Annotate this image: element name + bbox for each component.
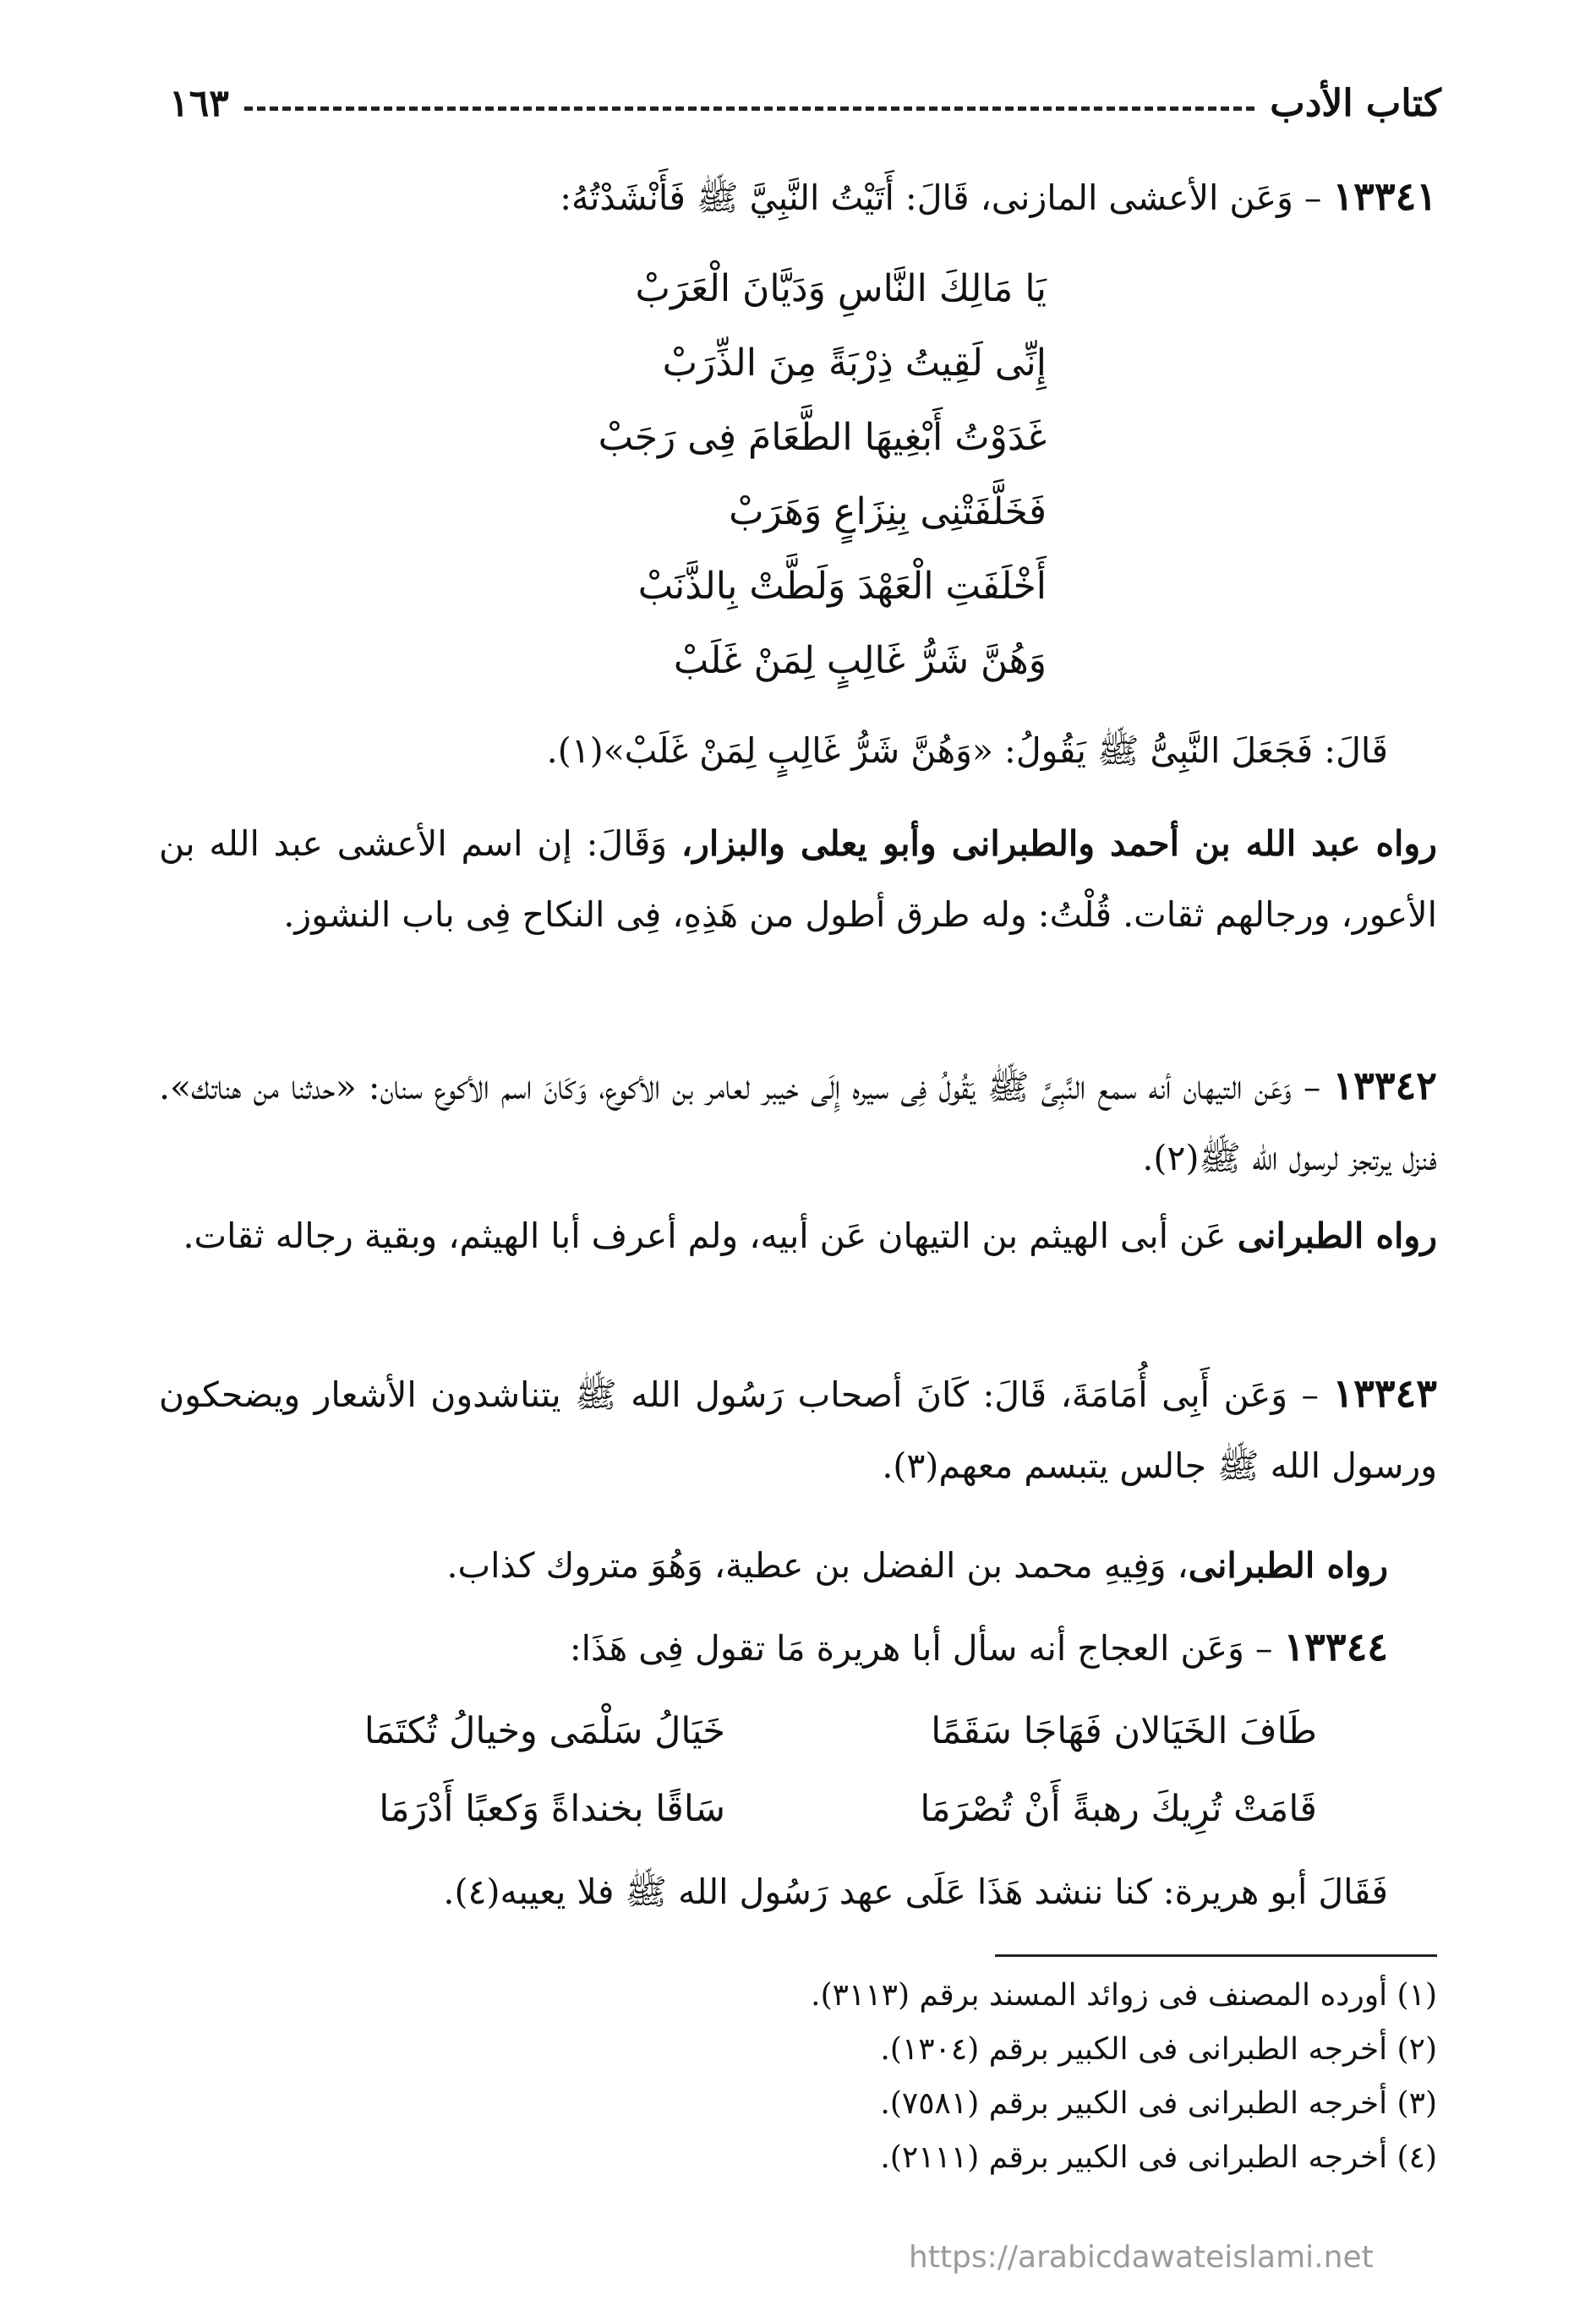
footnote: (٣) أخرجه الطبرانى فى الكبير برقم (٧٥٨١). [880, 2086, 1437, 2121]
hadith-13341-qala: قَالَ: فَجَعَلَ النَّبِىُّ ﷺ يَقُولُ: «وَهُنَّ شَرُّ غَالِبٍ لِمَنْ غَلَبْ»(١). [546, 730, 1388, 771]
hadith-text: – وَعَن العجاج أنه سأل أبا هريرة مَا تقول فِى هَذَا: [569, 1628, 1273, 1669]
poem-verse: يَا مَالِكَ النَّاسِ وَدَيَّانَ الْعَرَبْ [635, 267, 1047, 310]
hadith-13344-intro [154, 1611, 1388, 1684]
poem-hemistich: خَيَالُ سَلْمَى وخيالُ تُكتَمَا [363, 1710, 725, 1752]
poem-couplet-row [134, 1775, 1317, 1843]
hadith-13342 [159, 1050, 1437, 1194]
riwaya-text: ، وَفِيهِ محمد بن الفضل بن عطية، وَهُوَ متروك كذاب. [446, 1545, 1189, 1586]
page-header [169, 73, 1441, 134]
riwaya-text: وَقَالَ: إن اسم الأعشى عبد الله بن الأعور، ورجالهم ثقات. قُلْتُ: وله طرق أطول من هَذِهِ، فِى النكاح فِى باب النشوز. [159, 823, 1437, 935]
poem-verse: غَدَوْتُ أَبْغِيهَا الطَّعَامَ فِى رَجَبْ [598, 416, 1047, 459]
website-watermark: https://arabicdawateislami.net [909, 2240, 1374, 2275]
page-number: ١٦٣ [169, 81, 229, 125]
poem-couplet-row [134, 1697, 1317, 1765]
hadith-13343-riwaya [154, 1530, 1388, 1601]
hadith-number: ١٣٣٤١ [1332, 173, 1437, 219]
hadith-text: – وَعَن أَبِى أُمَامَةَ، قَالَ: كَانَ أصحاب رَسُول الله ﷺ يتناشدون الأشعار ويضحكون ورسول الله ﷺ جالس يتبسم معهم(٣). [159, 1374, 1437, 1486]
hadith-13341-riwaya [159, 808, 1437, 950]
hadith-13343 [159, 1358, 1437, 1501]
hadith-number: ١٣٣٤٣ [1332, 1370, 1437, 1416]
header-dashed-rule [244, 107, 1254, 111]
hadith-text: – وَعَن الأعشى المازنى، قَالَ: أَتَيْتُ النَّبِيَّ ﷺ فَأَنْشَدْتُهُ: [560, 178, 1322, 218]
narrators-bold: رواه الطبرانى [1237, 1216, 1437, 1256]
poem-verse: أَخْلَفَتِ الْعَهْدَ وَلَطَّتْ بِالذَّنَبْ [637, 565, 1047, 608]
poem-hemistich: سَاقًا بخنداةً وَكعبًا أَدْرَمَا [379, 1788, 725, 1830]
hadith-number: ١٣٣٤٢ [1332, 1063, 1437, 1108]
footnote: (١) أورده المصنف فى زوائد المسند برقم (٣١١٣). [811, 1978, 1437, 2013]
poem-verse: وَهُنَّ شَرُّ غَالِبٍ لِمَنْ غَلَبْ [673, 639, 1047, 682]
footnote: (٤) أخرجه الطبرانى فى الكبير برقم (٢١١١). [880, 2140, 1437, 2175]
poem-verse: إِنِّى لَقِيتُ ذِرْبَةً مِنَ الذِّرَبْ [662, 342, 1047, 385]
chapter-title: كتاب الأدب [1270, 81, 1441, 125]
footnote: (٢) أخرجه الطبرانى فى الكبير برقم (١٣٠٤). [880, 2032, 1437, 2067]
hadith-text: – وَعَن التيهان أنه سمع النَّبِىَّ ﷺ يَقُولُ فِى سيره إِلَى خيبر لعامر بن الأكوع، وَكَانَ اسم الأكوع سنان: «حدثنا من هناتك». فنزل يرتجز لرسول الله ﷺ(٢). [159, 1067, 1437, 1178]
poem-hemistich: قَامَتْ تُرِيكَ رهبةً أَنْ تُصْرَمَا [920, 1788, 1317, 1830]
riwaya-text: عَن أبى الهيثم بن التيهان عَن أبيه، ولم أعرف أبا الهيثم، وبقية رجاله ثقات. [183, 1216, 1238, 1256]
hadith-13342-riwaya [159, 1200, 1437, 1271]
footnote-separator [995, 1954, 1437, 1957]
narrators-bold: رواه عبد الله بن أحمد والطبرانى وأبو يعلى والبزار، [680, 823, 1437, 864]
narrators-bold: رواه الطبرانى [1188, 1545, 1388, 1586]
poem-verse: فَخَلَّفَتْنِى بِنِزَاعٍ وَهَرَبْ [729, 490, 1047, 533]
poem-hemistich: طَافَ الخَيَالان فَهَاجَا سَقَمًا [931, 1710, 1317, 1752]
hadith-13341-intro [101, 161, 1437, 233]
hadith-13344-conclusion: فَقَالَ أبو هريرة: كنا ننشد هَذَا عَلَى عهد رَسُول الله ﷺ فلا يعيبه(٤). [443, 1872, 1388, 1912]
hadith-number: ١٣٣٤٤ [1283, 1624, 1388, 1669]
